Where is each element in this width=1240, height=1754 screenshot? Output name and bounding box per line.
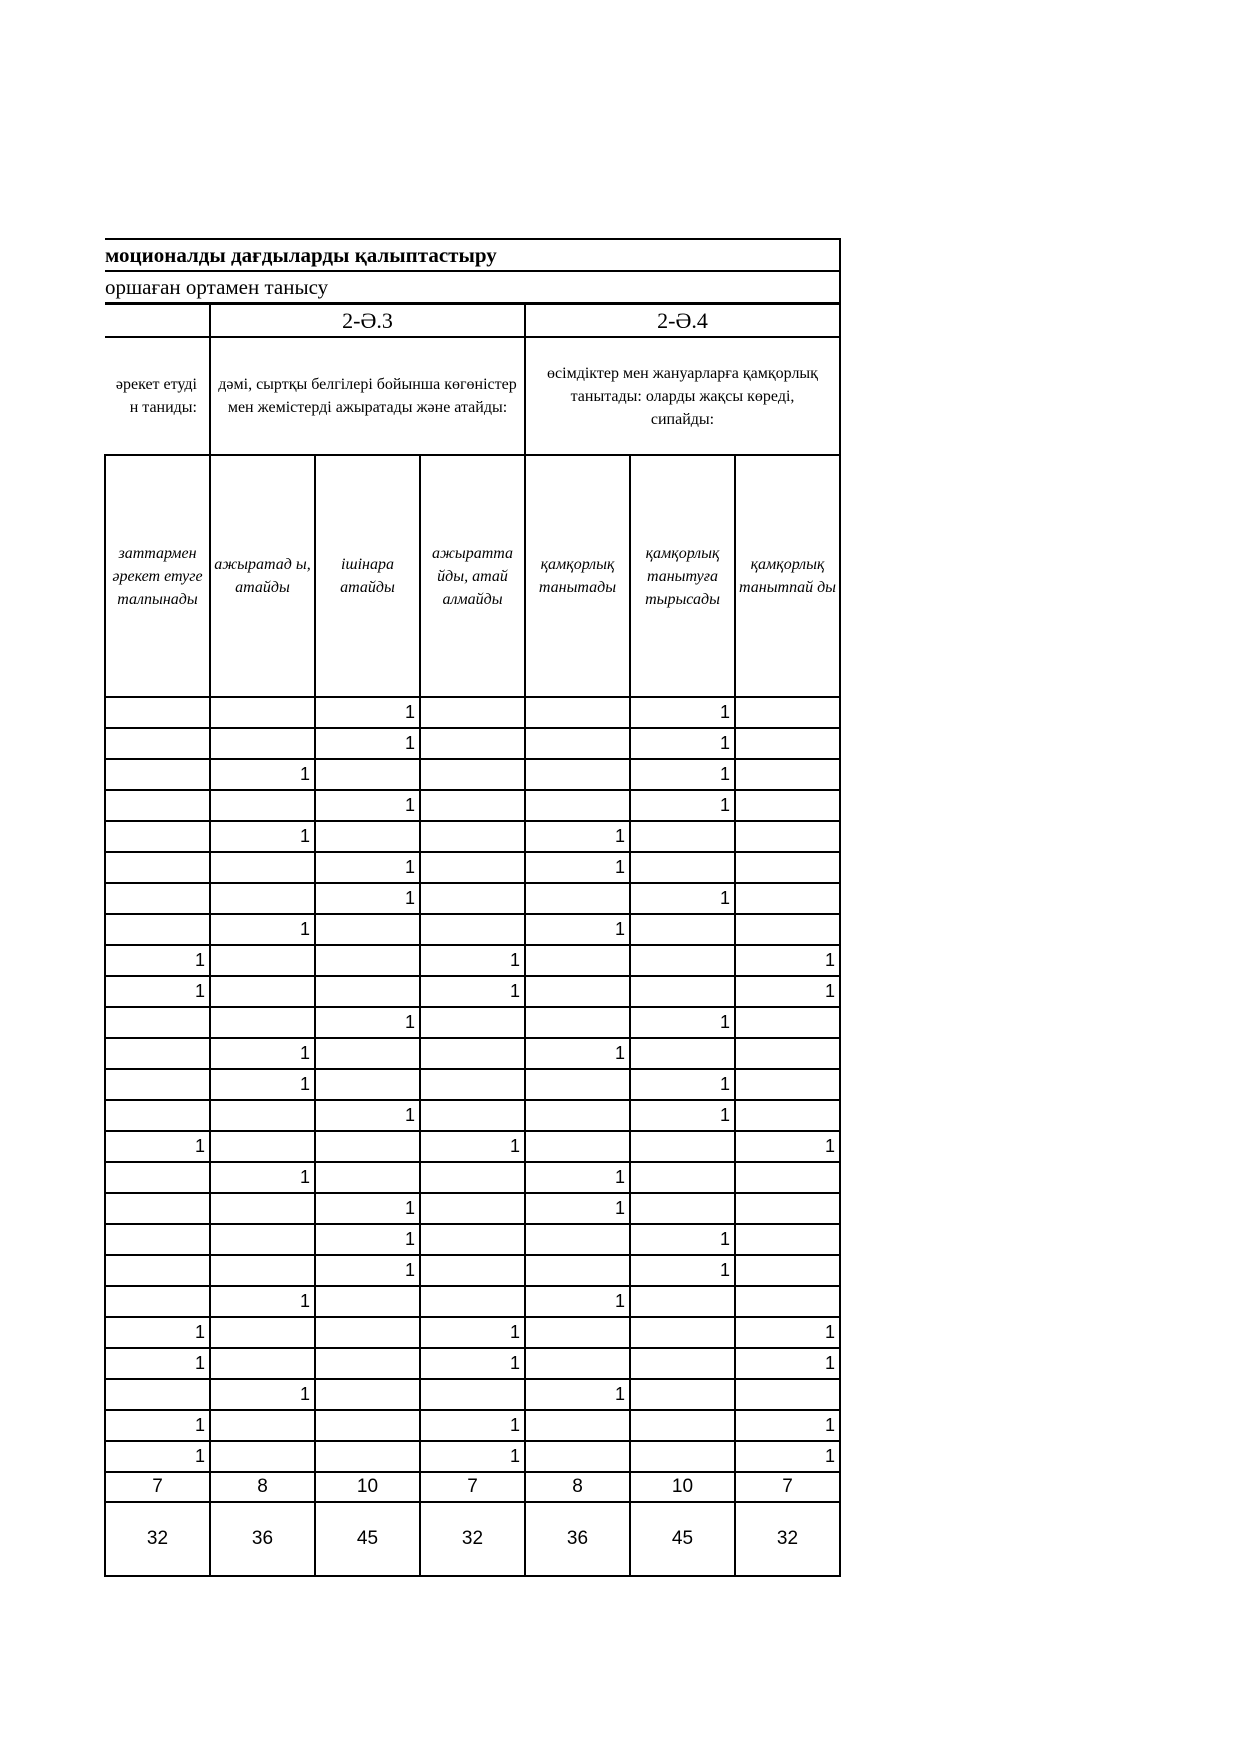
- table-cell: 1: [525, 852, 630, 883]
- table-cell: [735, 759, 840, 790]
- table-cell: 1: [525, 1038, 630, 1069]
- table-cell: 1: [210, 1286, 315, 1317]
- total-cell: 7: [105, 1472, 210, 1502]
- table-cell: [525, 1317, 630, 1348]
- table-cell: 1: [525, 1193, 630, 1224]
- table-cell: 1: [525, 1286, 630, 1317]
- table-row: [105, 1162, 840, 1193]
- percent-cell: 32: [105, 1502, 210, 1576]
- table-cell: [315, 1286, 420, 1317]
- table-cell: [630, 1193, 735, 1224]
- table-cell: [630, 821, 735, 852]
- table-cell: [525, 1007, 630, 1038]
- table-cell: 1: [210, 914, 315, 945]
- table-cell: [420, 697, 525, 728]
- percent-cell: 45: [630, 1502, 735, 1576]
- table-cell: [315, 1441, 420, 1472]
- table-cell: 1: [630, 790, 735, 821]
- table-cell: 1: [210, 1038, 315, 1069]
- table-cell: 1: [630, 759, 735, 790]
- table-cell: [735, 1100, 840, 1131]
- table-cell: 1: [735, 976, 840, 1007]
- table-row: [105, 1100, 840, 1131]
- table-cell: 1: [735, 1348, 840, 1379]
- table-cell: [105, 759, 210, 790]
- table-cell: [105, 883, 210, 914]
- table-cell: 1: [315, 728, 420, 759]
- table-cell: [420, 1162, 525, 1193]
- table-row: [105, 1317, 840, 1348]
- table-cell: [735, 852, 840, 883]
- table-cell: 1: [210, 1069, 315, 1100]
- table-cell: [525, 1100, 630, 1131]
- percent-cell: 32: [735, 1502, 840, 1576]
- table-cell: 1: [630, 883, 735, 914]
- table-cell: 1: [105, 976, 210, 1007]
- column-header: заттармен әрекет етуге талпынады: [105, 455, 210, 697]
- total-cell: 7: [735, 1472, 840, 1502]
- table-cell: [210, 1410, 315, 1441]
- table-cell: [525, 1069, 630, 1100]
- total-cell: 10: [630, 1472, 735, 1502]
- table-cell: [420, 1193, 525, 1224]
- table-cell: [315, 914, 420, 945]
- group-code-2-a4: 2-Ә.4: [525, 304, 840, 338]
- table-cell: [735, 1286, 840, 1317]
- table-cell: [420, 1224, 525, 1255]
- table-cell: [210, 1224, 315, 1255]
- table-cell: [315, 1317, 420, 1348]
- table-cell: 1: [315, 852, 420, 883]
- percent-row: [105, 1502, 840, 1576]
- total-cell: 8: [525, 1472, 630, 1502]
- table-cell: [525, 1131, 630, 1162]
- table-cell: [630, 1162, 735, 1193]
- table-row: [105, 1441, 840, 1472]
- table-cell: 1: [630, 1224, 735, 1255]
- table-cell: [525, 1224, 630, 1255]
- table-cell: 1: [630, 1255, 735, 1286]
- percent-cell: 36: [210, 1502, 315, 1576]
- table-cell: [420, 1007, 525, 1038]
- table-row: [105, 1255, 840, 1286]
- table-cell: 1: [420, 1348, 525, 1379]
- table-cell: [315, 945, 420, 976]
- table-cell: [420, 1069, 525, 1100]
- percent-cell: 36: [525, 1502, 630, 1576]
- table-row: [105, 759, 840, 790]
- table-row: [105, 821, 840, 852]
- table-cell: 1: [735, 1131, 840, 1162]
- table-row: [105, 728, 840, 759]
- column-header: ажыратта йды, атай алмайды: [420, 455, 525, 697]
- percent-cell: 32: [420, 1502, 525, 1576]
- table-cell: [105, 1038, 210, 1069]
- section-title: моционалды дағдыларды қалыптастыру: [105, 239, 840, 271]
- table-cell: [630, 1038, 735, 1069]
- group-description-cut: [105, 337, 210, 455]
- table-cell: 1: [315, 790, 420, 821]
- table-cell: [210, 697, 315, 728]
- table-cell: [735, 1007, 840, 1038]
- table-cell: [525, 728, 630, 759]
- total-cell: 10: [315, 1472, 420, 1502]
- subsection-title: оршаған ортамен танысу: [105, 271, 840, 304]
- table-cell: 1: [525, 821, 630, 852]
- table-cell: [630, 945, 735, 976]
- table-cell: [105, 1007, 210, 1038]
- column-header: қамқорлық танытуға тырысады: [630, 455, 735, 697]
- table-row: [105, 976, 840, 1007]
- table-cell: [105, 1162, 210, 1193]
- table-cell: [525, 790, 630, 821]
- table-cell: [420, 821, 525, 852]
- table-cell: [420, 852, 525, 883]
- table-cell: [105, 728, 210, 759]
- table-cell: [315, 1162, 420, 1193]
- table-cell: [105, 914, 210, 945]
- table-cell: [630, 1379, 735, 1410]
- table-cell: 1: [735, 945, 840, 976]
- table-cell: [420, 1255, 525, 1286]
- percent-cell: 45: [315, 1502, 420, 1576]
- table-cell: [735, 883, 840, 914]
- column-header: ішінара атайды: [315, 455, 420, 697]
- table-cell: [315, 1348, 420, 1379]
- table-cell: [210, 1255, 315, 1286]
- table-cell: [105, 1224, 210, 1255]
- table-row: [105, 1224, 840, 1255]
- table-cell: [630, 914, 735, 945]
- table-row: [105, 852, 840, 883]
- table-cell: 1: [420, 945, 525, 976]
- table-cell: 1: [525, 1162, 630, 1193]
- table-cell: [420, 914, 525, 945]
- table-cell: [525, 945, 630, 976]
- table-cell: [630, 1410, 735, 1441]
- table-cell: 1: [315, 697, 420, 728]
- table-row: [105, 790, 840, 821]
- table-cell: 1: [630, 728, 735, 759]
- table-cell: 1: [630, 1100, 735, 1131]
- group-description-2-a4: өсімдіктер мен жануарларға қамқорлық танытады: оларды жақсы көреді, сипайды:: [525, 337, 840, 455]
- table-cell: 1: [420, 1410, 525, 1441]
- table-cell: 1: [525, 1379, 630, 1410]
- table-cell: [105, 821, 210, 852]
- table-cell: [210, 1131, 315, 1162]
- table-row: [105, 883, 840, 914]
- table-cell: [105, 1069, 210, 1100]
- table-row: [105, 1379, 840, 1410]
- table-cell: [210, 1317, 315, 1348]
- table-cell: [525, 697, 630, 728]
- table-row: [105, 1286, 840, 1317]
- table-cell: 1: [105, 945, 210, 976]
- group-description-2-a3: дәмі, сыртқы белгілері бойынша көгөністер мен жемістерді ажыратады және атайды:: [210, 337, 525, 455]
- table-cell: 1: [315, 1255, 420, 1286]
- table-cell: [210, 852, 315, 883]
- table-cell: 1: [210, 759, 315, 790]
- table-row: [105, 1038, 840, 1069]
- table-cell: 1: [630, 697, 735, 728]
- table-cell: [210, 976, 315, 1007]
- table-row: [105, 1193, 840, 1224]
- table-cell: [735, 1069, 840, 1100]
- table-cell: [525, 1255, 630, 1286]
- table-cell: 1: [105, 1441, 210, 1472]
- table-cell: [210, 1441, 315, 1472]
- table-cell: [420, 790, 525, 821]
- table-cell: [525, 759, 630, 790]
- table-cell: [525, 883, 630, 914]
- table-cell: [735, 1162, 840, 1193]
- table-cell: [315, 821, 420, 852]
- table-cell: [735, 1193, 840, 1224]
- table-cell: [735, 790, 840, 821]
- table-row: [105, 697, 840, 728]
- total-cell: 7: [420, 1472, 525, 1502]
- table-cell: [630, 1286, 735, 1317]
- table-cell: [105, 697, 210, 728]
- table-cell: [735, 1379, 840, 1410]
- table-cell: [105, 852, 210, 883]
- assessment-sheet: [104, 238, 841, 1577]
- table-cell: [735, 1255, 840, 1286]
- table-cell: [735, 697, 840, 728]
- table-cell: [420, 1286, 525, 1317]
- table-cell: 1: [735, 1441, 840, 1472]
- table-cell: 1: [210, 1162, 315, 1193]
- table-row: [105, 1131, 840, 1162]
- total-cell: 8: [210, 1472, 315, 1502]
- table-cell: [630, 852, 735, 883]
- table-cell: [630, 1348, 735, 1379]
- table-cell: [315, 1379, 420, 1410]
- table-cell: 1: [315, 1100, 420, 1131]
- table-cell: 1: [315, 883, 420, 914]
- table-cell: [105, 1193, 210, 1224]
- table-cell: [525, 1441, 630, 1472]
- table-cell: [525, 976, 630, 1007]
- table-cell: 1: [420, 976, 525, 1007]
- table-cell: [315, 1069, 420, 1100]
- table-cell: [105, 1255, 210, 1286]
- table-cell: [420, 759, 525, 790]
- column-header: ажыратад ы, атайды: [210, 455, 315, 697]
- table-cell: [210, 1348, 315, 1379]
- table-cell: [105, 1286, 210, 1317]
- table-cell: [735, 821, 840, 852]
- table-cell: 1: [315, 1193, 420, 1224]
- table-cell: [210, 728, 315, 759]
- table-cell: [420, 1038, 525, 1069]
- table-cell: [105, 790, 210, 821]
- table-cell: [420, 1379, 525, 1410]
- table-cell: 1: [105, 1410, 210, 1441]
- table-cell: [630, 976, 735, 1007]
- table-row: [105, 945, 840, 976]
- table-cell: [420, 728, 525, 759]
- table-cell: 1: [105, 1131, 210, 1162]
- column-header: қамқорлық танытпай ды: [735, 455, 840, 697]
- table-cell: [315, 1131, 420, 1162]
- table-cell: [315, 1410, 420, 1441]
- table-cell: [525, 1410, 630, 1441]
- table-cell: 1: [420, 1131, 525, 1162]
- table-cell: 1: [420, 1441, 525, 1472]
- table-cell: [315, 759, 420, 790]
- table-cell: [210, 883, 315, 914]
- table-cell: [315, 1038, 420, 1069]
- table-cell: [105, 1100, 210, 1131]
- table-cell: [315, 976, 420, 1007]
- table-cell: 1: [315, 1224, 420, 1255]
- column-header: қамқорлық танытады: [525, 455, 630, 697]
- group-code-cut: [105, 304, 210, 338]
- table-cell: 1: [630, 1007, 735, 1038]
- table-cell: [735, 1224, 840, 1255]
- table-cell: [210, 1100, 315, 1131]
- table-cell: 1: [105, 1317, 210, 1348]
- table-cell: [630, 1317, 735, 1348]
- table-cell: 1: [525, 914, 630, 945]
- table-cell: [735, 914, 840, 945]
- table-cell: 1: [210, 821, 315, 852]
- table-cell: [105, 1379, 210, 1410]
- totals-row: [105, 1472, 840, 1502]
- table-row: [105, 1410, 840, 1441]
- table-cell: 1: [420, 1317, 525, 1348]
- table-cell: [210, 1193, 315, 1224]
- table-cell: [630, 1441, 735, 1472]
- group-description-cut-text: әрекет етуді н таниды:: [115, 376, 197, 416]
- group-code-2-a3: 2-Ә.3: [210, 304, 525, 338]
- assessment-table: [104, 238, 841, 1577]
- table-cell: [735, 1038, 840, 1069]
- table-cell: [420, 883, 525, 914]
- table-cell: [210, 945, 315, 976]
- table-cell: 1: [315, 1007, 420, 1038]
- table-row: [105, 1348, 840, 1379]
- table-cell: [420, 1100, 525, 1131]
- table-cell: 1: [105, 1348, 210, 1379]
- table-cell: 1: [210, 1379, 315, 1410]
- table-cell: [735, 728, 840, 759]
- table-row: [105, 1007, 840, 1038]
- table-cell: 1: [630, 1069, 735, 1100]
- table-cell: 1: [735, 1317, 840, 1348]
- table-row: [105, 1069, 840, 1100]
- table-cell: [630, 1131, 735, 1162]
- table-cell: 1: [735, 1410, 840, 1441]
- table-row: [105, 914, 840, 945]
- table-cell: [210, 790, 315, 821]
- table-cell: [525, 1348, 630, 1379]
- table-cell: [210, 1007, 315, 1038]
